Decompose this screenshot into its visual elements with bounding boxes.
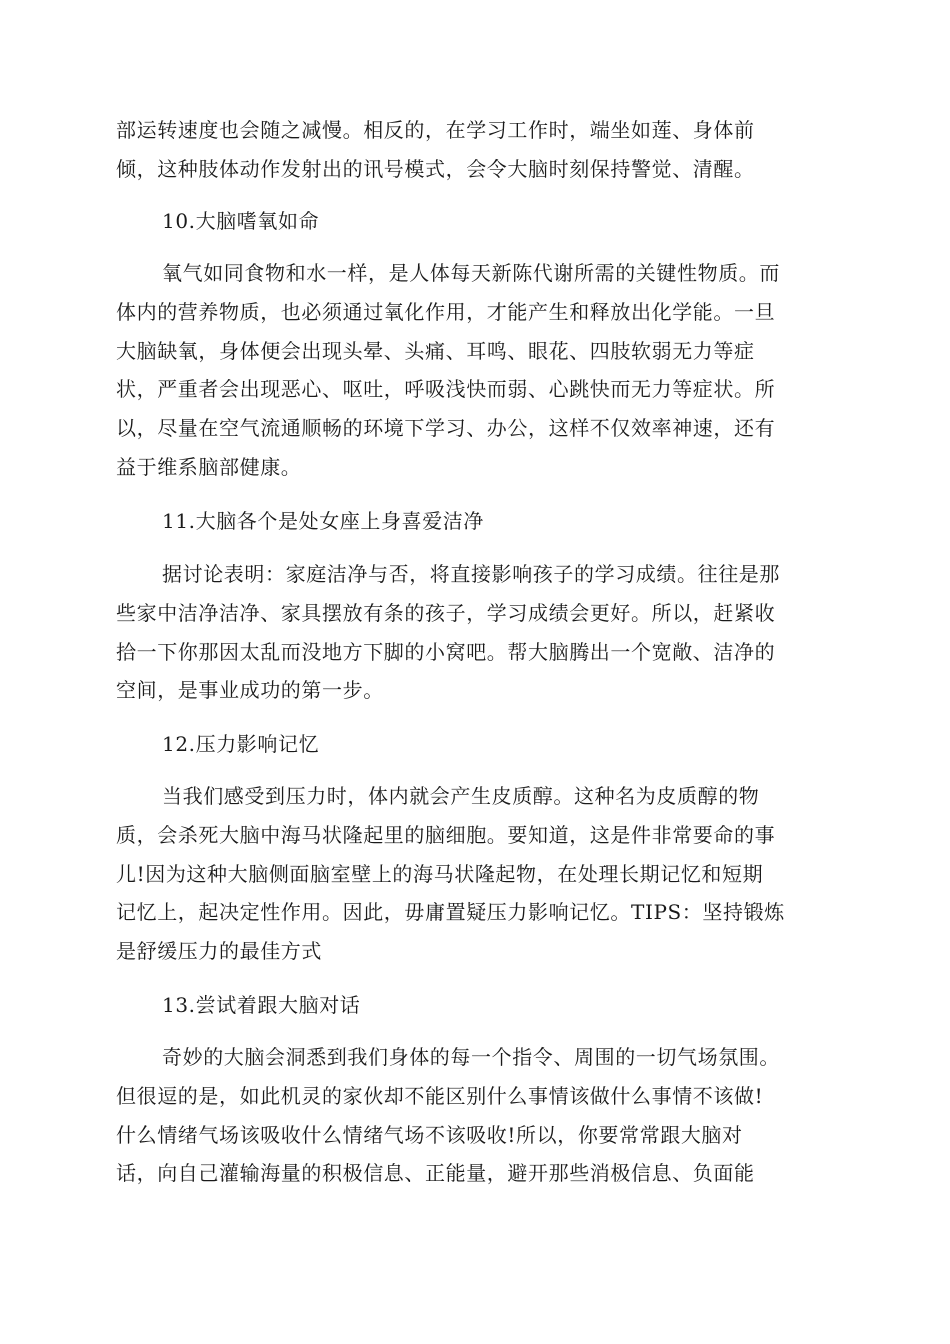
- text-line: 是舒缓压力的最佳方式: [116, 939, 322, 964]
- section-heading-11: 11.大脑各个是处女座上身喜爱洁净: [162, 509, 485, 533]
- text-line: 但很逗的是，如此机灵的家伙却不能区别什么事情该做什么事情不该做!: [116, 1083, 764, 1108]
- text-line: 记忆上，起决定性作用。因此，毋庸置疑压力影响记忆。TIPS：坚持锻炼: [116, 900, 785, 925]
- text-line: 大脑缺氧，身体便会出现头晕、头痛、耳鸣、眼花、四肢软弱无力等症: [116, 338, 755, 363]
- text-line: 状，严重者会出现恶心、呕吐，呼吸浅快而弱、心跳快而无力等症状。所: [116, 377, 776, 402]
- text-line: 空间，是事业成功的第一步。: [116, 678, 384, 703]
- text-line: 以，尽量在空气流通顺畅的环境下学习、办公，这样不仅效率神速，还有: [116, 416, 776, 441]
- section-heading-10: 10.大脑嗜氧如命: [162, 209, 320, 233]
- text-line: 体内的营养物质，也必须通过氧化作用，才能产生和释放出化学能。一旦: [116, 299, 776, 324]
- text-line: 氧气如同食物和水一样，是人体每天新陈代谢所需的关键性物质。而: [162, 261, 780, 285]
- text-line: 倾，这种肢体动作发射出的讯号模式，会令大脑时刻保持警觉、清醒。: [116, 156, 755, 181]
- paragraph-13: [116, 1038, 836, 1193]
- paragraph-continuation: [116, 111, 836, 189]
- text-line: 奇妙的大脑会洞悉到我们身体的每一个指令、周围的一切气场氛围。: [162, 1045, 780, 1069]
- paragraph-11: [116, 555, 836, 710]
- section-heading-13: 13.尝试着跟大脑对话: [162, 993, 361, 1017]
- text-line: 拾一下你那因太乱而没地方下脚的小窝吧。帮大脑腾出一个宽敞、洁净的: [116, 639, 776, 664]
- text-line: 据讨论表明：家庭洁净与否，将直接影响孩子的学习成绩。往往是那: [162, 562, 780, 586]
- text-line: 当我们感受到压力时，体内就会产生皮质醇。这种名为皮质醇的物: [162, 784, 760, 808]
- text-line: 些家中洁净洁净、家具摆放有条的孩子，学习成绩会更好。所以，赶紧收: [116, 600, 776, 625]
- text-line: 质，会杀死大脑中海马状隆起里的脑细胞。要知道，这是件非常要命的事: [116, 822, 776, 847]
- text-line: 部运转速度也会随之减慢。相反的，在学习工作时，端坐如莲、身体前: [116, 118, 755, 142]
- text-line: 儿!因为这种大脑侧面脑室壁上的海马状隆起物，在处理长期记忆和短期: [116, 861, 764, 886]
- paragraph-10: [116, 254, 836, 487]
- paragraph-12: [116, 777, 836, 971]
- text-line: 益于维系脑部健康。: [116, 454, 302, 479]
- text-line: 话，向自己灌输海量的积极信息、正能量，避开那些消极信息、负面能: [116, 1161, 755, 1186]
- text-line: 什么情绪气场该吸收什么情绪气场不该吸收!所以，你要常常跟大脑对: [116, 1122, 743, 1147]
- section-heading-12: 12.压力影响记忆: [162, 732, 320, 756]
